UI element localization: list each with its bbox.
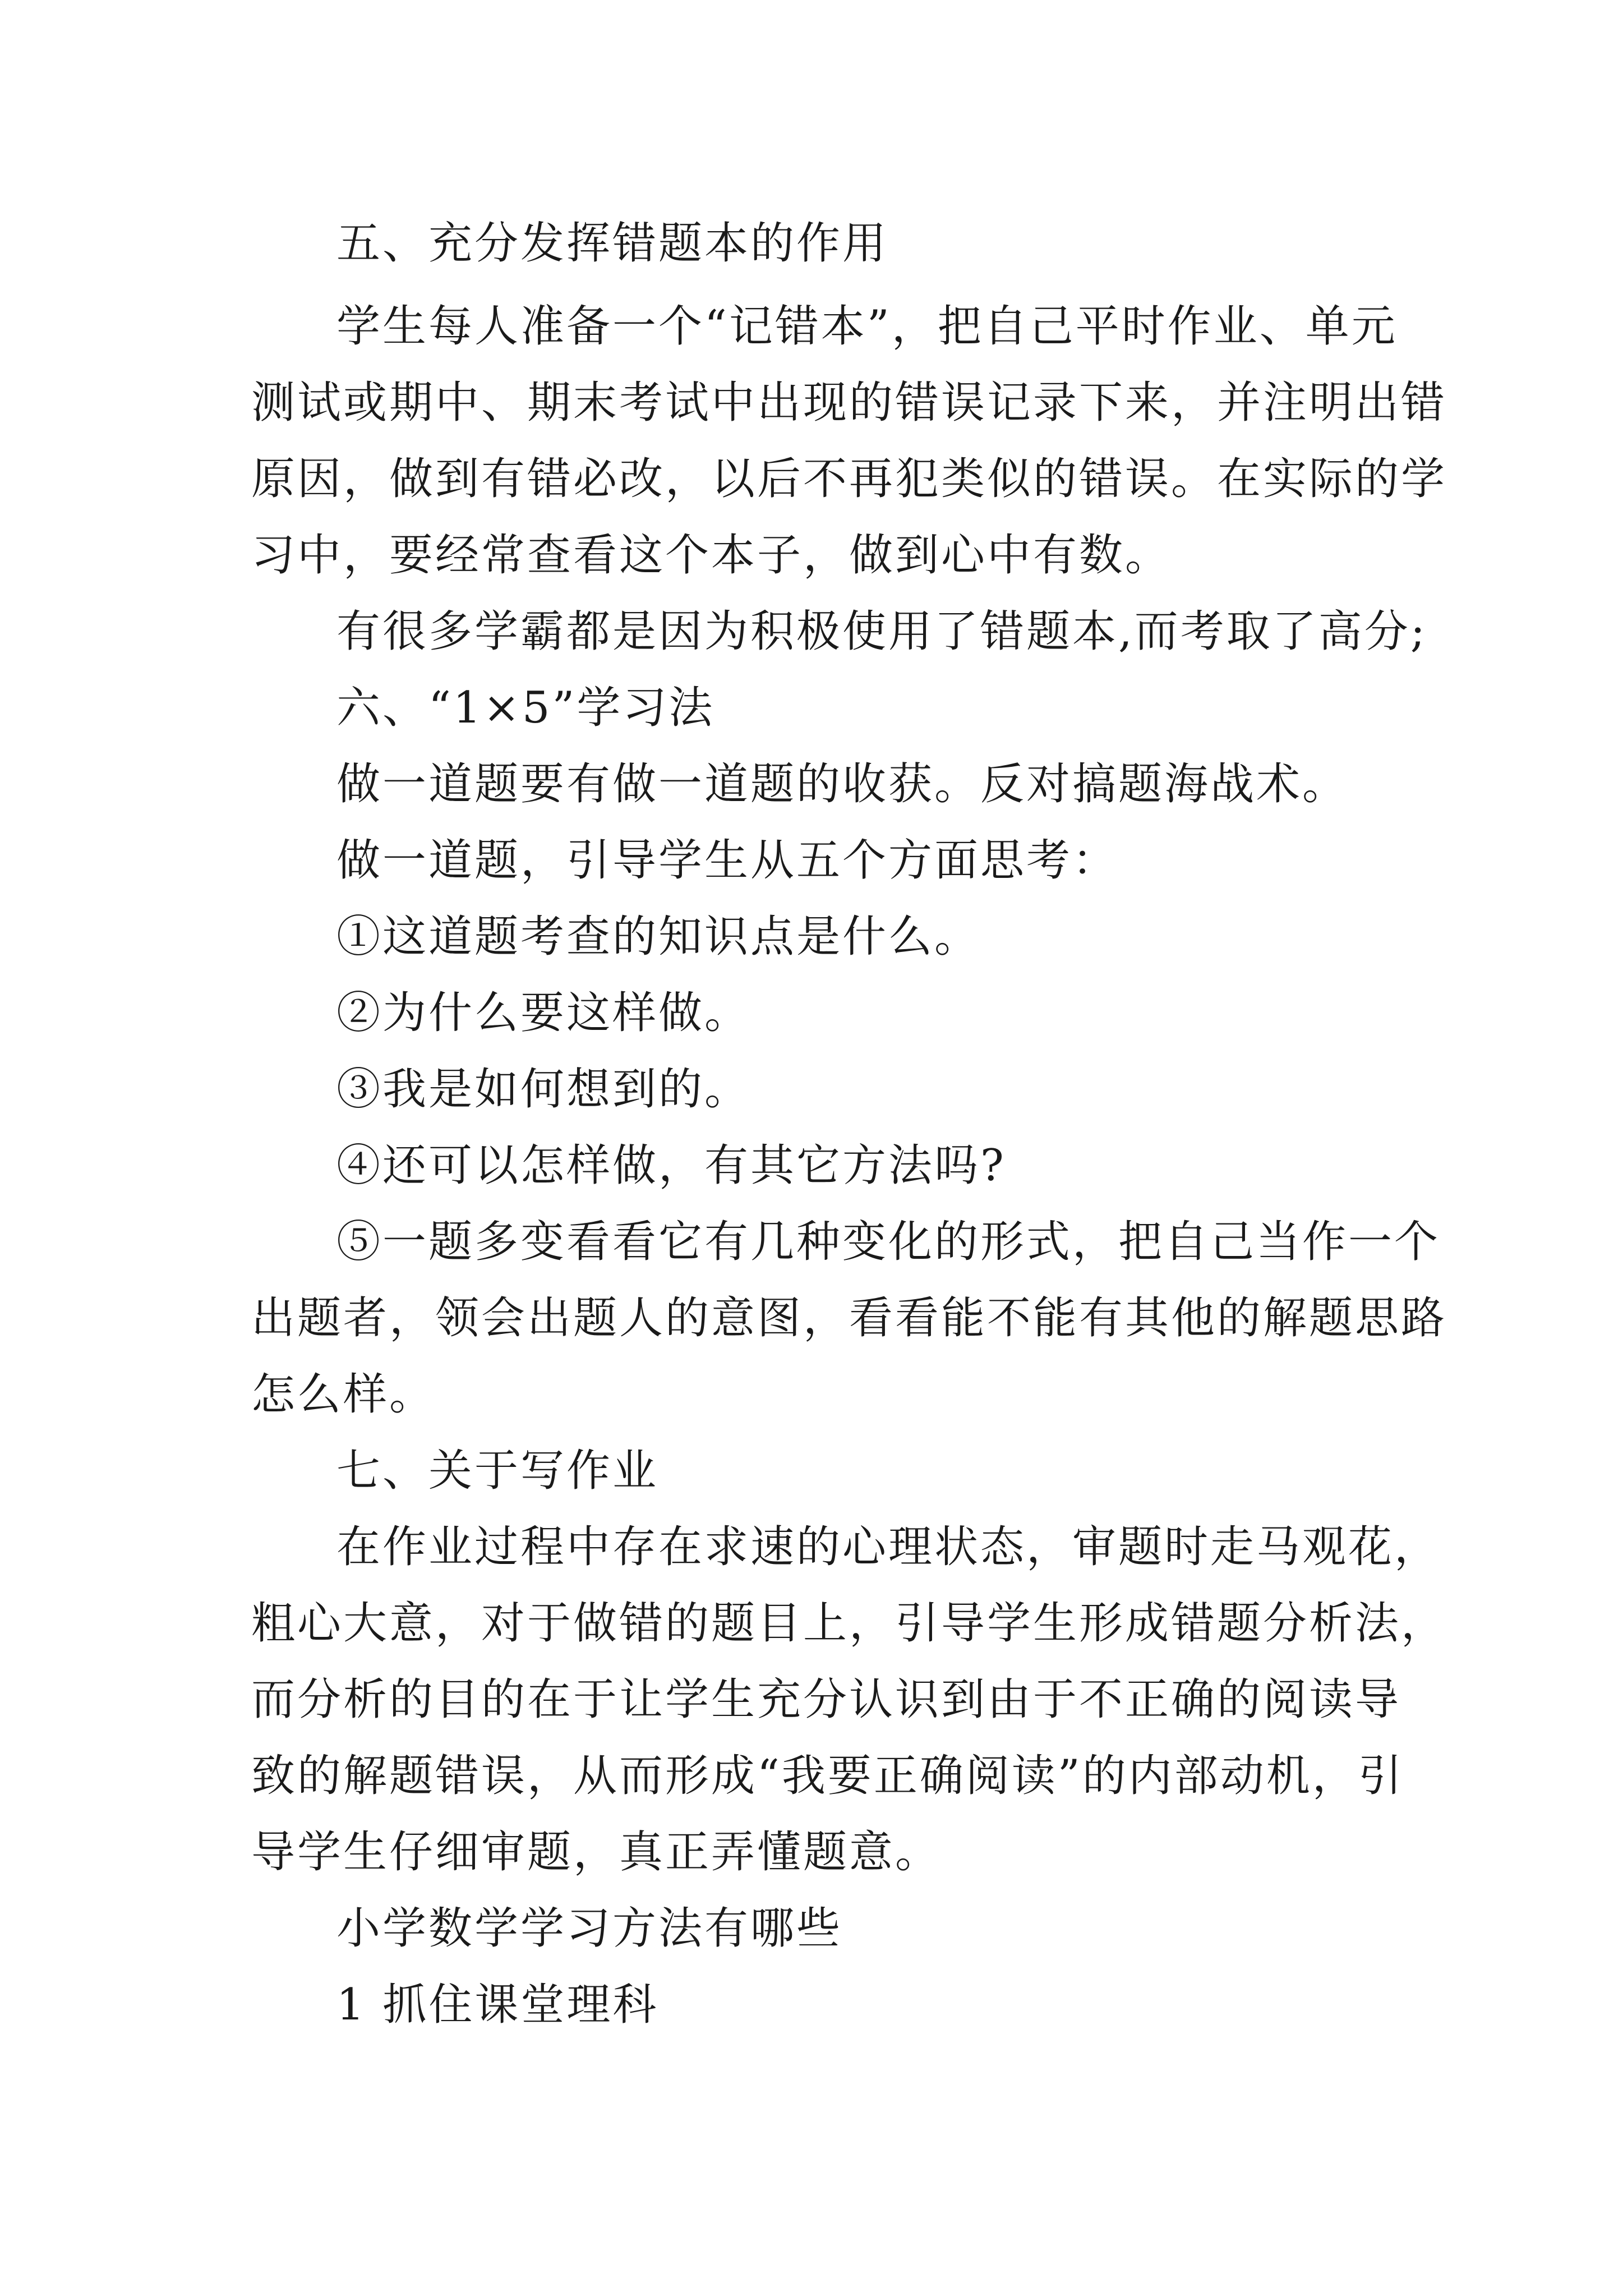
paragraph-line: 做一道题要有做一道题的收获。反对搞题海战术。 bbox=[336, 759, 1349, 809]
list-item: ④还可以怎样做，有其它方法吗? bbox=[336, 1140, 1006, 1191]
paragraph-line: 出题者，领会出题人的意图，看看能不能有其他的解题思路 bbox=[251, 1293, 1447, 1343]
list-item: ⑤一题多变看看它有几种变化的形式，把自己当作一个 bbox=[336, 1217, 1441, 1267]
paragraph-line: 致的解题错误，从而形成“我要正确阅读”的内部动机，引 bbox=[251, 1751, 1404, 1801]
subheading-grasp-class: 1 抓住课堂理科 bbox=[336, 1980, 659, 2030]
section-heading-error-notebook: 五、充分发挥错题本的作用 bbox=[336, 218, 889, 269]
paragraph-line: 粗心大意，对于做错的题目上，引导学生形成错题分析法， bbox=[251, 1598, 1447, 1649]
section-heading-math-methods: 小学数学学习方法有哪些 bbox=[336, 1903, 843, 1954]
list-item: ③我是如何想到的。 bbox=[336, 1064, 751, 1115]
paragraph-line: 学生每人准备一个“记错本”，把自己平时作业、单元 bbox=[336, 301, 1398, 352]
paragraph-line: 导学生仔细审题，真正弄懂题意。 bbox=[251, 1827, 942, 1878]
paragraph-line: 原因，做到有错必改，以后不再犯类似的错误。在实际的学 bbox=[251, 454, 1447, 504]
list-item: ②为什么要这样做。 bbox=[336, 988, 751, 1038]
paragraph-line: 怎么样。 bbox=[251, 1369, 436, 1420]
paragraph-line: 而分析的目的在于让学生充分认识到由于不正确的阅读导 bbox=[251, 1674, 1401, 1725]
paragraph-line: 有很多学霸都是因为积极使用了错题本,而考取了高分; bbox=[336, 606, 1428, 657]
paragraph-line: 测试或期中、期末考试中出现的错误记录下来，并注明出错 bbox=[251, 378, 1447, 428]
section-heading-homework: 七、关于写作业 bbox=[336, 1446, 659, 1496]
paragraph-line: 在作业过程中存在求速的心理状态，审题时走马观花， bbox=[336, 1522, 1441, 1572]
list-item: ①这道题考查的知识点是什么。 bbox=[336, 912, 981, 962]
paragraph-line: 习中，要经常查看这个本子，做到心中有数。 bbox=[251, 530, 1172, 581]
section-heading-1x5-method: 六、“1×5”学习法 bbox=[336, 683, 715, 733]
paragraph-line: 做一道题，引导学生从五个方面思考： bbox=[336, 835, 1119, 886]
